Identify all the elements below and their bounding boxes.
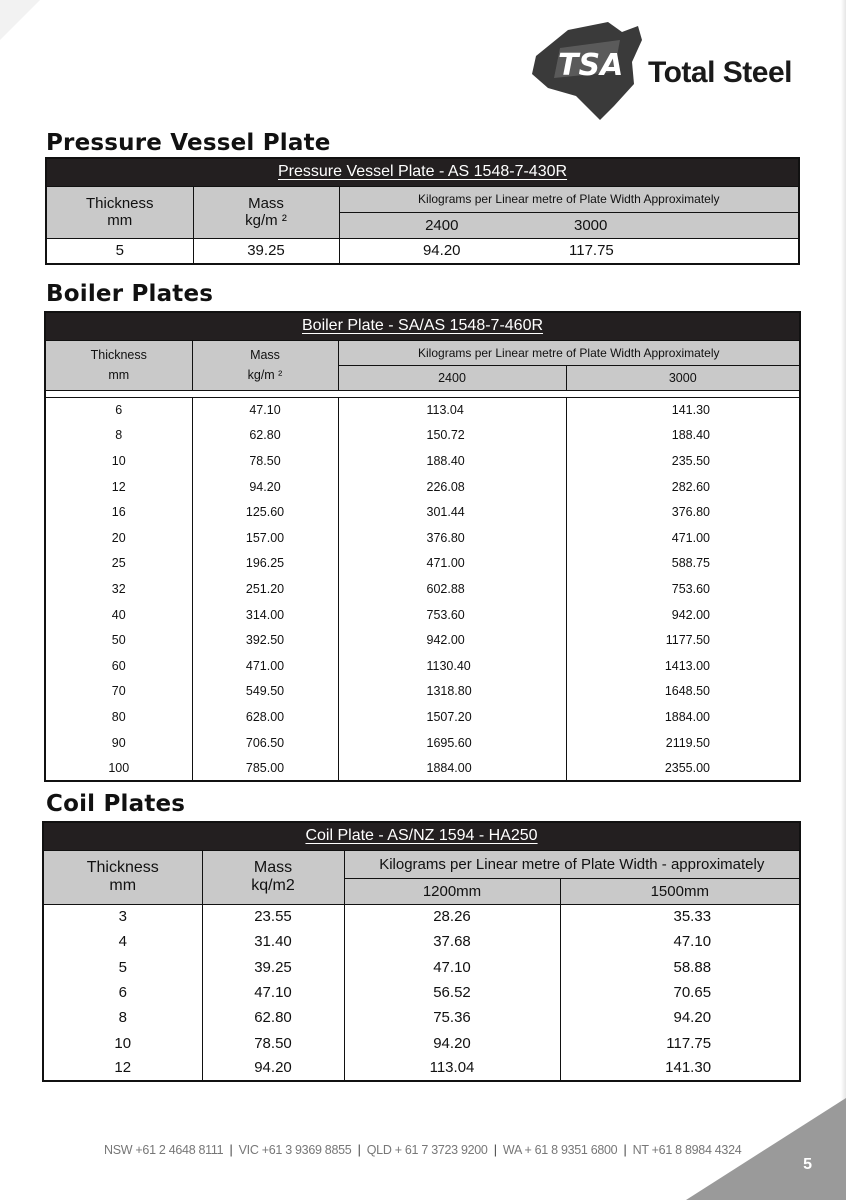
kg-narrow-width-cell: 1507.20 <box>338 704 566 730</box>
kg-narrow-width-cell: 47.10 <box>344 955 560 980</box>
table-row <box>45 499 800 525</box>
page-corner-fold <box>0 0 40 40</box>
width-3000-header: 3000 <box>566 365 800 390</box>
thickness-cell: 80 <box>45 704 192 730</box>
kg-narrow-width-cell: 376.80 <box>338 525 566 551</box>
mass-header <box>192 340 338 390</box>
kg-wide-width-cell: 141.30 <box>566 397 800 423</box>
table-row <box>43 955 800 980</box>
table-row <box>43 1056 800 1081</box>
kg-wide-width-cell: 2355.00 <box>566 755 800 781</box>
table-row <box>45 576 800 602</box>
page-edge-shadow <box>841 0 846 1200</box>
separator: | <box>493 1143 497 1157</box>
mass-cell: 94.20 <box>202 1056 344 1081</box>
kg-narrow-width-cell: 226.08 <box>338 474 566 500</box>
kg-per-metre-header: Kilograms per Linear metre of Plate Width Approximately <box>339 186 799 212</box>
mass-cell: 549.50 <box>192 679 338 705</box>
thickness-cell: 12 <box>45 474 192 500</box>
kg-3000-cell: 117.75 <box>544 238 799 264</box>
width-1500-header: 1500mm <box>560 878 800 904</box>
mass-label: Mass <box>250 348 280 362</box>
table-row <box>43 904 800 929</box>
thickness-cell: 8 <box>45 423 192 449</box>
mass-cell: 78.50 <box>202 1030 344 1055</box>
kg-wide-width-cell: 117.75 <box>560 1030 800 1055</box>
thickness-cell: 10 <box>43 1030 202 1055</box>
kg-wide-width-cell: 753.60 <box>566 576 800 602</box>
table-caption: Boiler Plate - SA/AS 1548-7-460R <box>302 317 544 335</box>
kg-wide-width-cell: 1413.00 <box>566 653 800 679</box>
table-caption-row <box>43 822 800 850</box>
thickness-cell: 10 <box>45 448 192 474</box>
mass-cell: 47.10 <box>192 397 338 423</box>
mass-cell: 125.60 <box>192 499 338 525</box>
separator: | <box>357 1143 361 1157</box>
thickness-cell: 3 <box>43 904 202 929</box>
table-caption: Coil Plate - AS/NZ 1594 - HA250 <box>305 827 538 845</box>
table-caption: Pressure Vessel Plate - AS 1548-7-430R <box>278 163 568 181</box>
mass-cell: 706.50 <box>192 730 338 756</box>
thickness-cell: 16 <box>45 499 192 525</box>
thickness-label: Thickness <box>85 195 154 212</box>
mass-cell: 628.00 <box>192 704 338 730</box>
kg-wide-width-cell: 35.33 <box>560 904 800 929</box>
kg-wide-width-cell: 1884.00 <box>566 704 800 730</box>
kg-wide-width-cell: 94.20 <box>560 1005 800 1030</box>
table-row <box>45 730 800 756</box>
table-row <box>45 448 800 474</box>
mass-cell: 78.50 <box>192 448 338 474</box>
page-corner-decoration <box>686 1098 846 1200</box>
mass-cell: 31.40 <box>202 929 344 954</box>
table-row <box>45 423 800 449</box>
thickness-cell: 90 <box>45 730 192 756</box>
mass-cell: 94.20 <box>192 474 338 500</box>
thickness-cell: 32 <box>45 576 192 602</box>
mass-cell: 471.00 <box>192 653 338 679</box>
table-row <box>43 1005 800 1030</box>
thickness-header <box>43 850 202 904</box>
table-row <box>45 525 800 551</box>
footer-contacts <box>104 1143 741 1157</box>
kg-narrow-width-cell: 150.72 <box>338 423 566 449</box>
table-caption-row <box>46 158 799 186</box>
mass-cell: 196.25 <box>192 551 338 577</box>
kg-narrow-width-cell: 188.40 <box>338 448 566 474</box>
mass-cell: 157.00 <box>192 525 338 551</box>
kg-narrow-width-cell: 37.68 <box>344 929 560 954</box>
kg-wide-width-cell: 1648.50 <box>566 679 800 705</box>
kg-narrow-width-cell: 113.04 <box>338 397 566 423</box>
thickness-cell: 5 <box>46 238 193 264</box>
kg-narrow-width-cell: 301.44 <box>338 499 566 525</box>
kg-per-metre-header: Kilograms per Linear metre of Plate Width - approximately <box>344 850 800 878</box>
kg-narrow-width-cell: 602.88 <box>338 576 566 602</box>
kg-2400-cell: 94.20 <box>339 238 544 264</box>
mass-label: Mass <box>248 195 284 212</box>
thickness-label: Thickness <box>86 859 159 876</box>
kg-narrow-width-cell: 1695.60 <box>338 730 566 756</box>
mass-header <box>202 850 344 904</box>
table-row <box>45 653 800 679</box>
thickness-cell: 6 <box>43 980 202 1005</box>
table-row <box>45 397 800 423</box>
thickness-unit: mm <box>109 877 137 894</box>
table-row <box>45 627 800 653</box>
mass-cell: 392.50 <box>192 627 338 653</box>
coil-plate-table <box>42 821 801 1082</box>
boiler-plate-table <box>44 311 801 782</box>
kg-wide-width-cell: 376.80 <box>566 499 800 525</box>
kg-narrow-width-cell: 75.36 <box>344 1005 560 1030</box>
boiler-table-body <box>45 397 800 781</box>
coil-table-body <box>43 904 800 1081</box>
mass-label: Mass <box>253 859 293 876</box>
table-row <box>45 551 800 577</box>
mass-cell: 785.00 <box>192 755 338 781</box>
table-caption-row <box>45 312 800 340</box>
separator: | <box>623 1143 627 1157</box>
mass-cell: 62.80 <box>202 1005 344 1030</box>
mass-cell: 314.00 <box>192 602 338 628</box>
thickness-cell: 4 <box>43 929 202 954</box>
phone-nt: NT +61 8 8984 4324 <box>632 1143 742 1157</box>
thickness-cell: 5 <box>43 955 202 980</box>
brand-name: Total Steel <box>648 56 792 89</box>
kg-wide-width-cell: 2119.50 <box>566 730 800 756</box>
kg-wide-width-cell: 942.00 <box>566 602 800 628</box>
thickness-cell: 50 <box>45 627 192 653</box>
mass-unit: kg/m ² <box>247 368 283 382</box>
section-heading-pressure-vessel: Pressure Vessel Plate <box>46 130 331 156</box>
kg-wide-width-cell: 588.75 <box>566 551 800 577</box>
kg-narrow-width-cell: 753.60 <box>338 602 566 628</box>
width-2400-header: 2400 <box>339 212 544 238</box>
table-row <box>46 238 799 264</box>
thickness-cell: 40 <box>45 602 192 628</box>
thickness-unit: mm <box>108 368 130 382</box>
table-row <box>43 929 800 954</box>
mass-cell: 23.55 <box>202 904 344 929</box>
page-number: 5 <box>803 1156 812 1173</box>
pressure-vessel-table <box>45 157 800 265</box>
mass-cell: 47.10 <box>202 980 344 1005</box>
kg-narrow-width-cell: 942.00 <box>338 627 566 653</box>
phone-vic: VIC +61 3 9369 8855 <box>238 1143 352 1157</box>
thickness-cell: 8 <box>43 1005 202 1030</box>
kg-narrow-width-cell: 113.04 <box>344 1056 560 1081</box>
thickness-cell: 70 <box>45 679 192 705</box>
mass-cell: 39.25 <box>193 238 339 264</box>
separator: | <box>229 1143 233 1157</box>
thickness-unit: mm <box>107 212 133 229</box>
thickness-cell: 25 <box>45 551 192 577</box>
logo-mark-text: TSA <box>558 48 624 83</box>
width-3000-header: 3000 <box>544 212 799 238</box>
thickness-header <box>46 186 193 238</box>
thickness-cell: 60 <box>45 653 192 679</box>
table-row <box>43 1030 800 1055</box>
table-row <box>45 602 800 628</box>
width-1200-header: 1200mm <box>344 878 560 904</box>
table-row <box>43 980 800 1005</box>
phone-qld: QLD + 61 7 3723 9200 <box>366 1143 488 1157</box>
kg-narrow-width-cell: 28.26 <box>344 904 560 929</box>
section-heading-boiler-plates: Boiler Plates <box>46 281 214 307</box>
kg-wide-width-cell: 47.10 <box>560 929 800 954</box>
phone-wa: WA + 61 8 9351 6800 <box>502 1143 618 1157</box>
table-row <box>45 679 800 705</box>
mass-unit: kq/m2 <box>251 877 295 894</box>
phone-nsw: NSW +61 2 4648 8111 <box>104 1143 224 1157</box>
thickness-cell: 6 <box>45 397 192 423</box>
kg-narrow-width-cell: 1318.80 <box>338 679 566 705</box>
table-row <box>45 755 800 781</box>
kg-wide-width-cell: 471.00 <box>566 525 800 551</box>
kg-wide-width-cell: 1177.50 <box>566 627 800 653</box>
thickness-label: Thickness <box>90 348 147 362</box>
width-2400-header: 2400 <box>338 365 566 390</box>
kg-narrow-width-cell: 56.52 <box>344 980 560 1005</box>
kg-per-metre-header: Kilograms per Linear metre of Plate Width Approximately <box>338 340 800 365</box>
table-row <box>45 704 800 730</box>
mass-unit: kg/m ² <box>245 212 287 229</box>
thickness-header <box>45 340 192 390</box>
kg-narrow-width-cell: 1130.40 <box>338 653 566 679</box>
mass-header <box>193 186 339 238</box>
mass-cell: 39.25 <box>202 955 344 980</box>
kg-narrow-width-cell: 471.00 <box>338 551 566 577</box>
kg-wide-width-cell: 58.88 <box>560 955 800 980</box>
kg-narrow-width-cell: 94.20 <box>344 1030 560 1055</box>
kg-wide-width-cell: 235.50 <box>566 448 800 474</box>
kg-narrow-width-cell: 1884.00 <box>338 755 566 781</box>
mass-cell: 62.80 <box>192 423 338 449</box>
kg-wide-width-cell: 282.60 <box>566 474 800 500</box>
thickness-cell: 100 <box>45 755 192 781</box>
mass-cell: 251.20 <box>192 576 338 602</box>
kg-wide-width-cell: 188.40 <box>566 423 800 449</box>
section-heading-coil-plates: Coil Plates <box>46 791 186 817</box>
thickness-cell: 20 <box>45 525 192 551</box>
table-row <box>45 474 800 500</box>
kg-wide-width-cell: 141.30 <box>560 1056 800 1081</box>
kg-wide-width-cell: 70.65 <box>560 980 800 1005</box>
thickness-cell: 12 <box>43 1056 202 1081</box>
